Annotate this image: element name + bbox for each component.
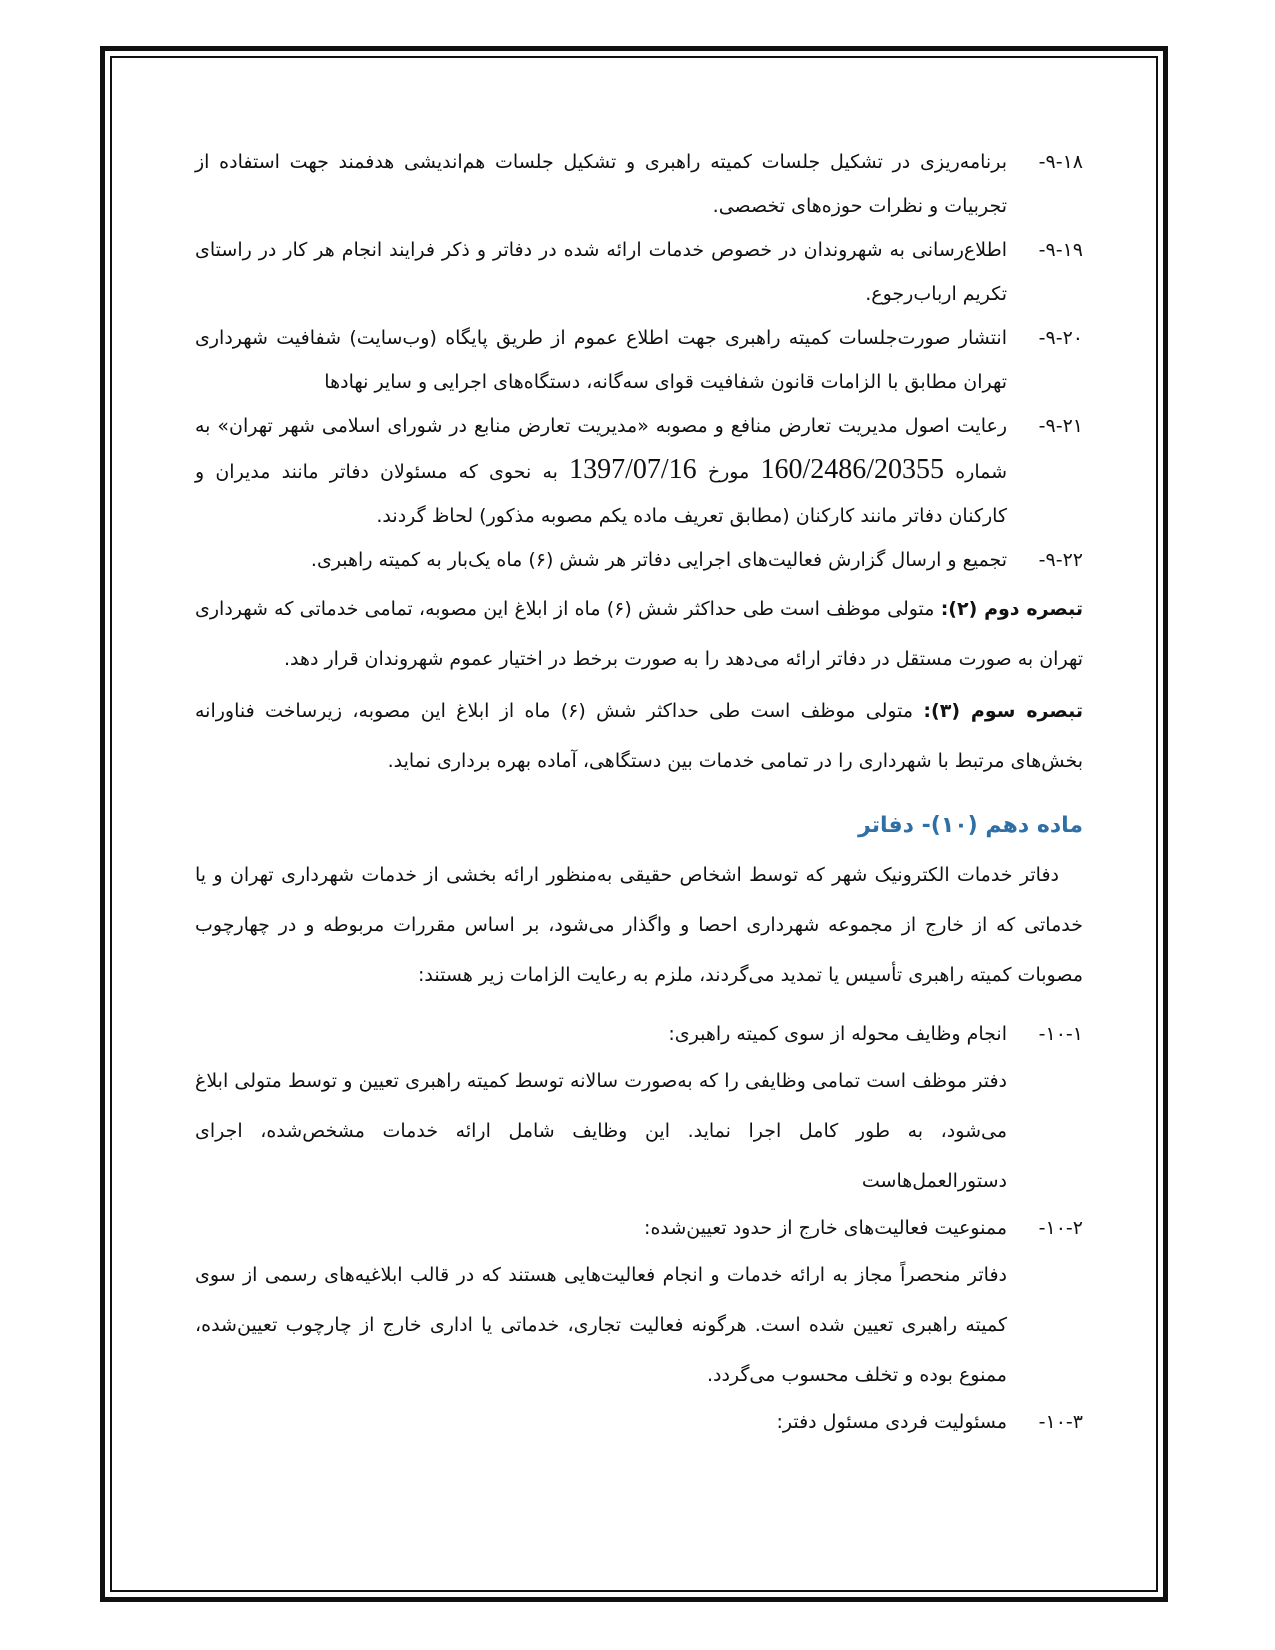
item-text: انتشار صورت‌جلسات کمیته راهبری جهت اطلاع عموم از طریق پایگاه (وب‌سایت) شفافیت شهرداری تهران مطابق با الزامات قانون شفافیت قوای سه‌گانه، دستگاه‌های اجرایی و سایر نهادها [195, 327, 1007, 393]
note-text: متولی موظف است طی حداکثر شش (۶) ماه از ابلاغ این مصوبه، زیرساخت فناورانه بخش‌های مرتبط با شهرداری را در تمامی خدمات بین دستگاهی، آماده بهره برداری نماید. [195, 700, 1083, 772]
resolution-number: 160/2486/20355 [760, 454, 945, 485]
note-3 [195, 686, 1083, 786]
list-item-9-21 [195, 404, 1083, 538]
list-item-9-22 [195, 538, 1083, 582]
note-title: تبصره دوم (۲): [940, 598, 1083, 620]
subsection-10-2 [195, 1206, 1083, 1250]
subsection-title: انجام وظایف محوله از سوی کمیته راهبری: [668, 1023, 1007, 1045]
item-text: تجمیع و ارسال گزارش فعالیت‌های اجرایی دفاتر هر شش (۶) ماه یک‌بار به کمیته راهبری. [310, 549, 1007, 571]
item-number: ۹-۲۱- [1038, 415, 1083, 437]
item-number: ۹-۱۸- [1038, 151, 1083, 173]
item-text-part2: مورخ [707, 461, 750, 483]
subsection-title: ممنوعیت فعالیت‌های خارج از حدود تعیین‌شده: [644, 1217, 1007, 1239]
note-2 [195, 584, 1083, 684]
subsection-10-1 [195, 1012, 1083, 1056]
list-item-9-19 [195, 228, 1083, 316]
item-number: ۹-۱۹- [1038, 239, 1083, 261]
section-10-heading: ماده دهم (۱۰)- دفاتر [858, 813, 1083, 838]
subsection-10-3 [195, 1400, 1083, 1444]
item-number: ۹-۲۰- [1038, 327, 1083, 349]
note-title: تبصره سوم (۳): [923, 700, 1083, 722]
list-item-9-20 [195, 316, 1083, 404]
document-body [195, 140, 1083, 1444]
item-text: اطلاع‌رسانی به شهروندان در خصوص خدمات ارائه شده در دفاتر و ذکر فرایند انجام هر کار در راستای تکریم ارباب‌رجوع. [195, 239, 1007, 305]
item-number: ۱۰-۳- [1038, 1411, 1083, 1433]
section-10-intro: دفاتر خدمات الکترونیک شهر که توسط اشخاص حقیقی به‌منظور ارائه بخشی از خدمات شهرداری تهران و یا خدماتی که از خارج از مجموعه شهرداری احصا و واگذار می‌شود، بر اساس مقررات مربوطه و در چهارچوب مصوبات کمیته راهبری تأسیس یا تمدید می‌گردند، ملزم به رعایت الزامات زیر هستند: [195, 864, 1083, 986]
item-text-part3: به نحوی که مسئولان دفاتر مانند مدیران و کارکنان دفاتر مانند کارکنان (مطابق تعریف ماده یکم مصوبه مذکور) لحاظ گردند. [195, 461, 1007, 527]
note-text: متولی موظف است طی حداکثر شش (۶) ماه از ابلاغ این مصوبه، تمامی خدماتی که شهرداری تهران به صورت مستقل در دفاتر ارائه می‌دهد را به صورت برخط در اختیار عموم شهروندان قرار دهد. [195, 598, 1083, 670]
list-item-9-18 [195, 140, 1083, 228]
item-number: ۱۰-۲- [1038, 1217, 1083, 1239]
subsection-10-2-body: دفاتر منحصراً مجاز به ارائه خدمات و انجام فعالیت‌هایی هستند که در قالب ابلاغیه‌های رسمی از سوی کمیته راهبری تعیین شده است. هرگونه فعالیت تجاری، خدماتی یا اداری خارج از چارچوب تعیین‌شده، ممنوع بوده و تخلف محسوب می‌گردد. [195, 1264, 1007, 1386]
subsection-10-1-body: دفتر موظف است تمامی وظایفی را که به‌صورت سالانه توسط کمیته راهبری تعیین و توسط متولی ابلاغ می‌شود، به طور کامل اجرا نماید. این وظایف شامل ارائه خدمات مشخص‌شده، اجرای دستورالعمل‌هاست [195, 1070, 1007, 1192]
item-number: ۹-۲۲- [1038, 549, 1083, 571]
item-number: ۱۰-۱- [1038, 1023, 1083, 1045]
resolution-date: 1397/07/16 [569, 454, 697, 485]
subsection-title: مسئولیت فردی مسئول دفتر: [776, 1411, 1007, 1433]
item-text [195, 404, 1007, 538]
item-text-part1: رعایت اصول مدیریت تعارض منافع و مصوبه «مدیریت تعارض منابع در شورای اسلامی شهر تهران» به شماره [195, 415, 1008, 483]
item-text: برنامه‌ریزی در تشکیل جلسات کمیته راهبری و تشکیل جلسات هم‌اندیشی هدفمند جهت استفاده از تجربیات و نظرات حوزه‌های تخصصی. [195, 151, 1007, 217]
